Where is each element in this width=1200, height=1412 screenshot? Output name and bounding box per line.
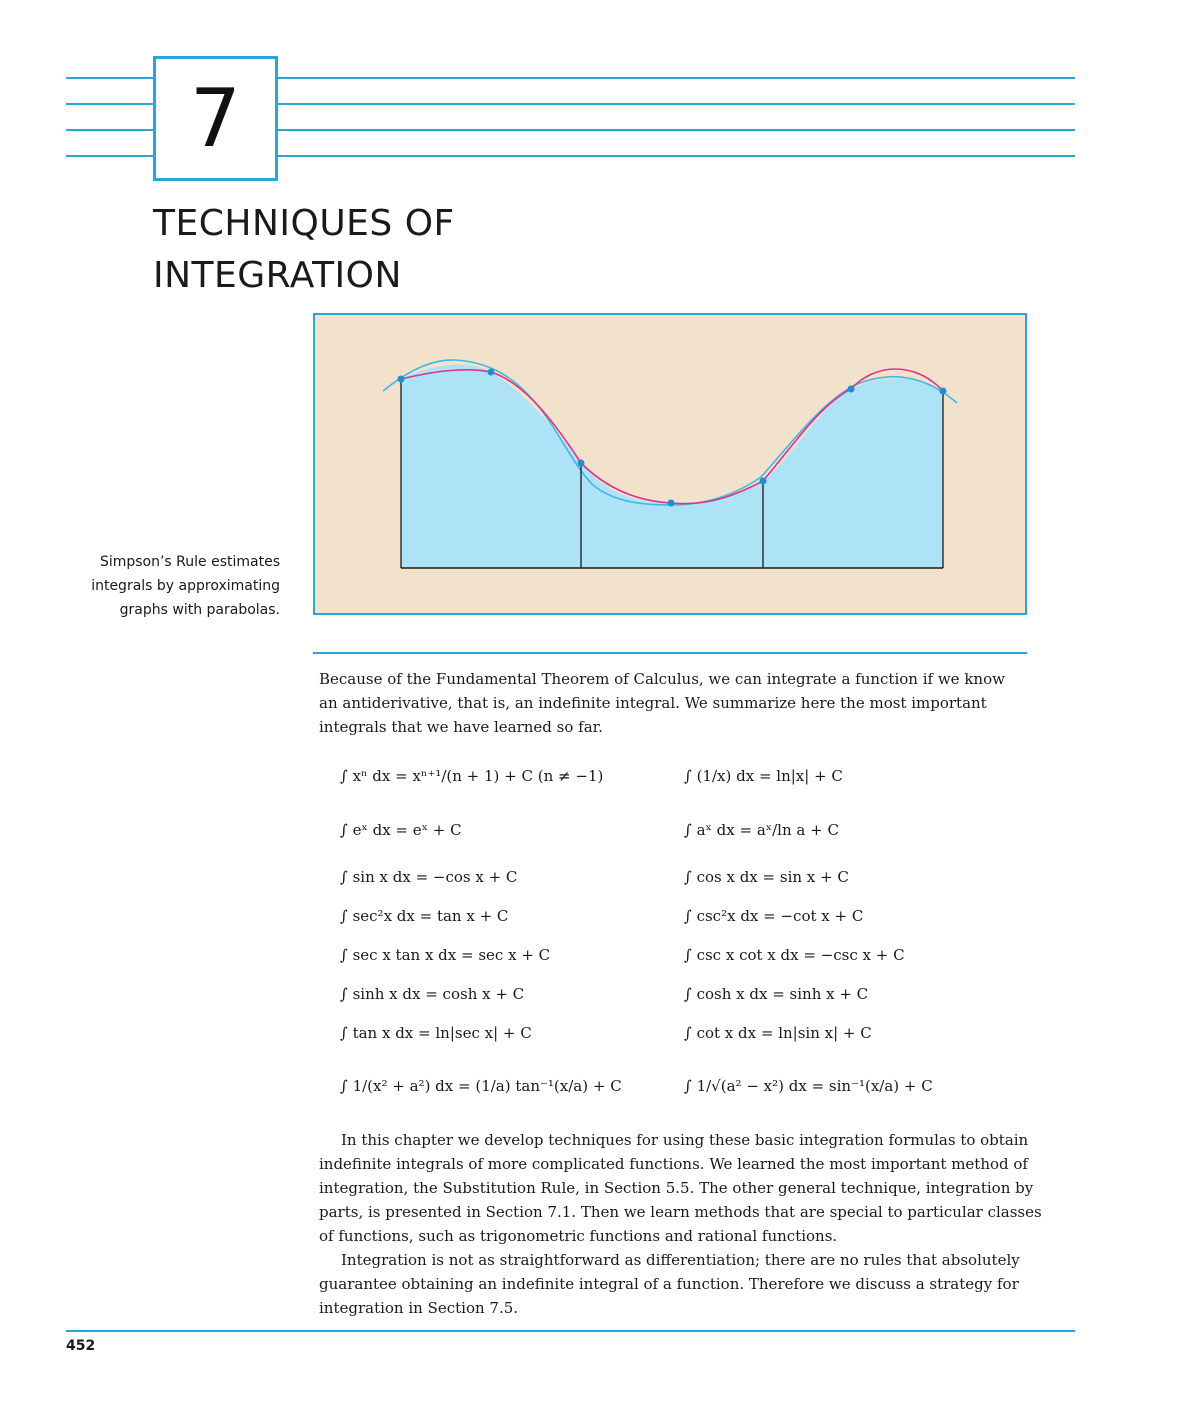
formula-csc-squared: ∫ csc²x dx = −cot x + C	[684, 907, 864, 925]
conclusion-line: Integration is not as straightforward as differentiation; there are no rules that absolutely	[341, 1251, 1020, 1269]
section-rule	[313, 652, 1027, 654]
intro-paragraph	[319, 667, 1029, 739]
area-under-curve	[401, 364, 943, 568]
formula-tan: ∫ tan x dx = ln|sec x| + C	[340, 1024, 532, 1042]
conclusion-paragraph-2	[319, 1248, 1029, 1320]
formula-power: ∫ xⁿ dx = xⁿ⁺¹/(n + 1) + C (n ≠ −1)	[340, 767, 604, 785]
formula-sinh: ∫ sinh x dx = cosh x + C	[340, 985, 525, 1003]
sample-point	[488, 369, 495, 376]
formula-arctan: ∫ 1/(x² + a²) dx = (1/a) tan⁻¹(x/a) + C	[340, 1077, 622, 1095]
sample-point	[848, 386, 855, 393]
chapter-title	[153, 198, 455, 302]
simpsons-rule-graph	[315, 315, 1029, 617]
conclusion-line: parts, is presented in Section 7.1. Then we learn methods that are special to particular classes	[319, 1203, 1042, 1221]
caption-line: integrals by approximating	[91, 578, 280, 594]
formula-cos: ∫ cos x dx = sin x + C	[684, 868, 849, 886]
formula-sec-tan: ∫ sec x tan x dx = sec x + C	[340, 946, 551, 964]
figure-caption	[60, 550, 280, 622]
chapter-title-line-2: INTEGRATION	[153, 255, 402, 296]
formula-cot: ∫ cot x dx = ln|sin x| + C	[684, 1024, 872, 1042]
conclusion-paragraph-1	[319, 1128, 1042, 1248]
page-number: 452	[66, 1338, 96, 1354]
formula-csc-cot: ∫ csc x cot x dx = −csc x + C	[684, 946, 905, 964]
caption-line: Simpson’s Rule estimates	[99, 554, 280, 570]
conclusion-line: guarantee obtaining an indefinite integral of a function. Therefore we discuss a strategy for	[319, 1275, 1019, 1293]
conclusion-line: of functions, such as trigonometric functions and rational functions.	[319, 1227, 838, 1245]
intro-line: an antiderivative, that is, an indefinite integral. We summarize here the most important	[319, 694, 987, 712]
formula-sin: ∫ sin x dx = −cos x + C	[340, 868, 518, 886]
conclusion-line: In this chapter we develop techniques for using these basic integration formulas to obtain	[341, 1131, 1029, 1149]
chapter-number: 7	[190, 71, 241, 165]
intro-line: integrals that we have learned so far.	[319, 718, 603, 736]
formula-sec-squared: ∫ sec²x dx = tan x + C	[340, 907, 509, 925]
sample-point	[578, 460, 585, 467]
intro-line: Because of the Fundamental Theorem of Calculus, we can integrate a function if we know	[319, 670, 1005, 688]
simpsons-rule-figure	[313, 313, 1027, 615]
caption-line: graphs with parabolas.	[119, 602, 280, 618]
conclusion-line: integration, the Substitution Rule, in Section 5.5. The other general technique, integration by	[319, 1179, 1034, 1197]
sample-point	[760, 478, 767, 485]
formula-cosh: ∫ cosh x dx = sinh x + C	[684, 985, 869, 1003]
chapter-title-line-1: TECHNIQUES OF	[153, 203, 455, 244]
formula-exp-base-a: ∫ aˣ dx = aˣ/ln a + C	[684, 821, 839, 839]
conclusion-line: indefinite integrals of more complicated functions. We learned the most important method of	[319, 1155, 1028, 1173]
footer-rule	[66, 1330, 1075, 1332]
conclusion-line: integration in Section 7.5.	[319, 1299, 519, 1317]
formula-reciprocal: ∫ (1/x) dx = ln|x| + C	[684, 767, 843, 785]
formula-arcsin: ∫ 1/√(a² − x²) dx = sin⁻¹(x/a) + C	[684, 1077, 933, 1095]
sample-point	[668, 500, 675, 507]
chapter-number-box	[153, 56, 278, 181]
formula-exp: ∫ eˣ dx = eˣ + C	[340, 821, 462, 839]
sample-point	[940, 388, 947, 395]
sample-point	[398, 376, 405, 383]
